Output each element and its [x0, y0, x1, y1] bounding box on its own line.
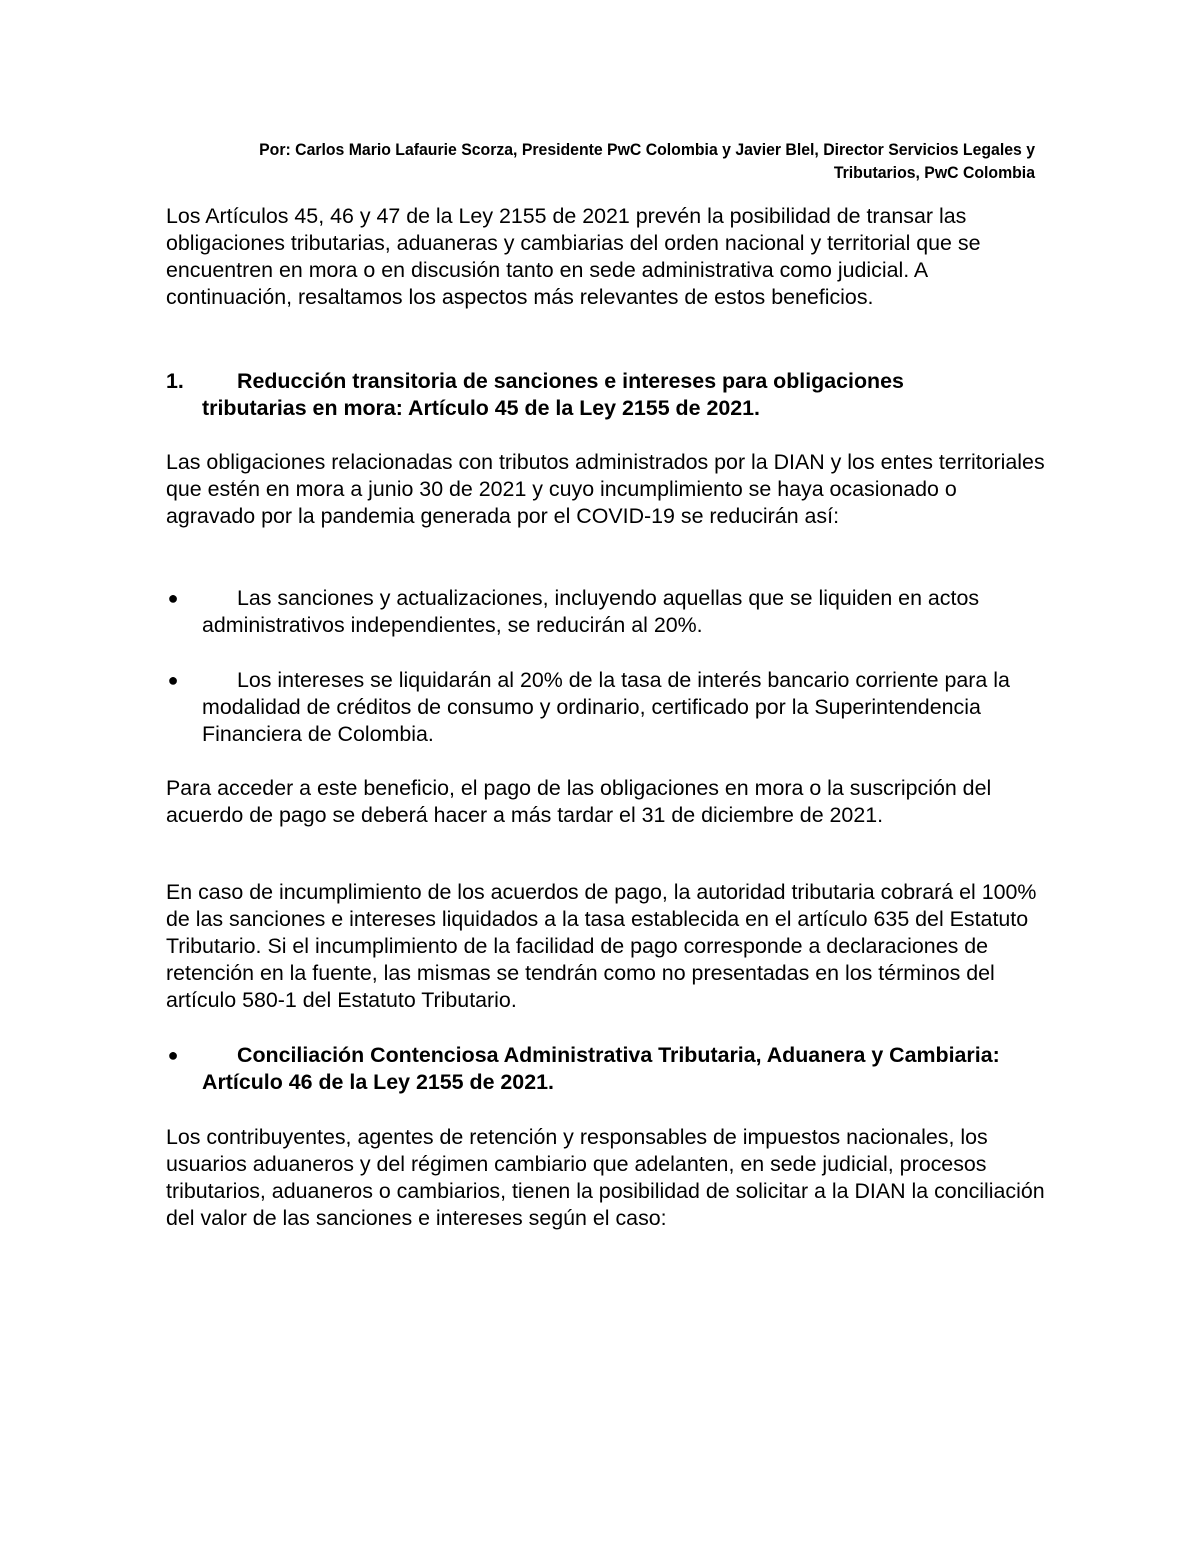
bullet-icon: ●	[167, 588, 179, 608]
section-1-paragraph-2	[166, 775, 1046, 829]
author-byline	[203, 138, 1035, 184]
bullet-icon: ●	[167, 670, 179, 690]
deadline-text: Para acceder a este beneficio, el pago de las obligaciones en mora o la suscripción del acuerdo de pago se deberá hacer a más tardar el 31 de diciembre de 2021.	[166, 776, 992, 827]
section-1-number: 1.	[166, 369, 184, 393]
section-2-title: Conciliación Contenciosa Administrativa Tributaria, Aduanera y Cambiaria: Artículo 46 de la Ley 2155 de 2021.	[202, 1043, 1000, 1094]
section-2-heading	[166, 1042, 1046, 1096]
section-1-text: Las obligaciones relacionadas con tributos administrados por la DIAN y los entes territoriales que estén en mora a junio 30 de 2021 y cuyo incumplimiento se haya ocasionado o agravado por la pandemia generada por el COVID-19 se reducirán así:	[166, 450, 1045, 528]
bullet-item	[166, 585, 1046, 639]
bullet-text: Las sanciones y actualizaciones, incluyendo aquellas que se liquiden en actos administrativos independientes, se reducirán al 20%.	[202, 586, 980, 637]
noncompliance-text: En caso de incumplimiento de los acuerdos de pago, la autoridad tributaria cobrará el 100% de las sanciones e intereses liquidados a la tasa establecida en el artículo 635 del Estatuto Tributario. Si el incumplimiento de la facilidad de pago corresponde a declaraciones de retención en la fuente, las mismas se tendrán como no presentadas en los términos del artículo 580-1 del Estatuto Tributario.	[166, 880, 1037, 1012]
bullet-text: Los intereses se liquidarán al 20% de la tasa de interés bancario corriente para la modalidad de créditos de consumo y ordinario, certificado por la Superintendencia Financiera de Colombia.	[202, 668, 1010, 746]
section-1-paragraph	[166, 449, 1046, 530]
section-2-paragraph	[166, 1124, 1046, 1232]
intro-paragraph	[166, 203, 1046, 311]
byline-line-1: Por: Carlos Mario Lafaurie Scorza, Presidente PwC Colombia y Javier Blel, Director Servicios Legales y	[259, 140, 1035, 159]
section-2-text: Los contribuyentes, agentes de retención y responsables de impuestos nacionales, los usuarios aduaneros y del régimen cambiario que adelanten, en sede judicial, procesos tributarios, aduaneros o cambiarios, tienen la posibilidad de solicitar a la DIAN la conciliación del valor de las sanciones e intereses según el caso:	[166, 1125, 1045, 1230]
section-1-title-line-2: tributarias en mora: Artículo 45 de la Ley 2155 de 2021.	[202, 396, 760, 420]
byline-line-2: Tributarios, PwC Colombia	[833, 163, 1035, 182]
section-1-heading	[166, 368, 1046, 422]
bullet-icon: ●	[167, 1045, 179, 1065]
bullet-item	[166, 667, 1046, 748]
section-1-paragraph-3	[166, 879, 1046, 1014]
section-1-title-line-1: Reducción transitoria de sanciones e intereses para obligaciones	[237, 369, 904, 393]
intro-text: Los Artículos 45, 46 y 47 de la Ley 2155 de 2021 prevén la posibilidad de transar las obligaciones tributarias, aduaneras y cambiarias del orden nacional y territorial que se encuentren en mora o en discusión tanto en sede administrativa como judicial. A continuación, resaltamos los aspectos más relevantes de estos beneficios.	[166, 204, 981, 309]
